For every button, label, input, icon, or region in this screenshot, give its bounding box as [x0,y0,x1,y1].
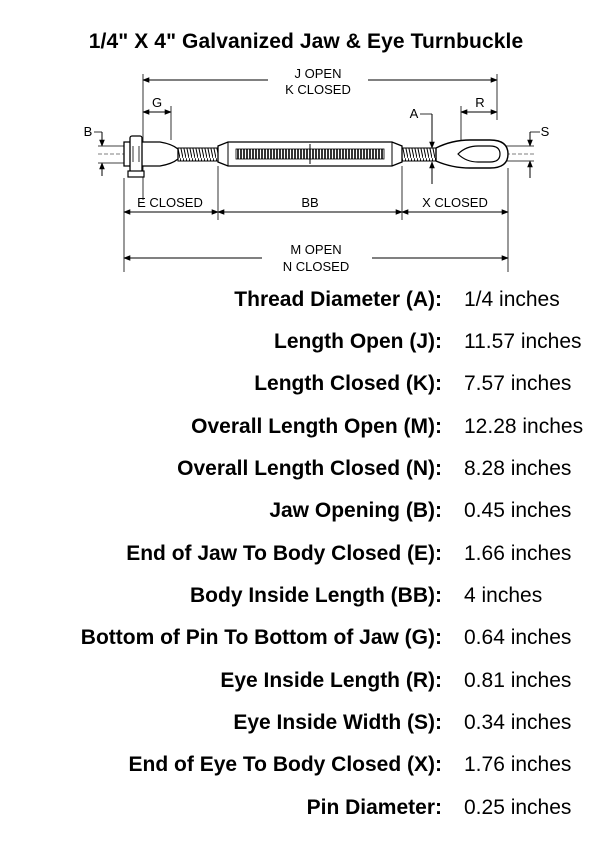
spec-label: Bottom of Pin To Bottom of Jaw (G): [80,626,442,649]
b-label: B [83,124,93,139]
spec-row-length-closed [0,366,612,406]
spec-label: Eye Inside Width (S): [233,711,442,734]
spec-row-body-inside-length [0,578,612,618]
left-threaded-rod [178,148,218,161]
r-label: R [475,95,485,110]
a-dimension [410,106,432,184]
spec-label: End of Eye To Body Closed (X): [128,753,442,776]
turnbuckle-diagram [0,60,612,280]
turnbuckle-body [218,142,402,166]
e-closed-label: E CLOSED [137,195,203,210]
k-closed-label: K CLOSED [285,82,351,97]
eye-end [436,140,508,168]
m-n-dimension [124,240,508,274]
spec-label: Overall Length Closed (N): [177,457,442,480]
n-closed-label: N CLOSED [282,259,350,274]
m-open-label: M OPEN [290,242,342,257]
spec-row-overall-length-closed [0,451,612,491]
spec-label: End of Jaw To Body Closed (E): [126,542,442,565]
spec-row-thread-diameter [0,282,612,322]
spec-row-bottom-of-pin [0,620,612,660]
spec-value: 11.57 inches [464,330,582,353]
g-label: G [151,95,163,110]
spec-value: 1.76 inches [464,753,572,776]
spec-row-overall-length-open [0,409,612,449]
spec-label: Pin Diameter: [306,796,442,819]
jaw-end [124,136,178,177]
spec-row-eye-inside-length [0,663,612,703]
spec-label: Overall Length Open (M): [191,415,442,438]
spec-label: Eye Inside Length (R): [220,669,442,692]
spec-label: Jaw Opening (B): [269,499,442,522]
spec-value: 0.64 inches [464,626,572,649]
spec-row-end-of-jaw [0,536,612,576]
spec-value: 1.66 inches [464,542,572,565]
spec-label: Body Inside Length (BB): [190,584,442,607]
spec-value: 0.34 inches [464,711,572,734]
spec-value: 8.28 inches [464,457,572,480]
j-open-label: J OPEN [294,66,342,81]
g-dimension [143,95,171,140]
r-dimension [461,95,497,142]
spec-value: 0.81 inches [464,669,572,692]
spec-value: 1/4 inches [464,288,560,311]
spec-value: 0.25 inches [464,796,572,819]
s-label: S [540,124,550,139]
spec-label: Thread Diameter (A): [234,288,442,311]
spec-value: 7.57 inches [464,372,572,395]
spec-row-eye-inside-width [0,705,612,745]
j-k-dimension [143,66,497,200]
spec-value: 12.28 inches [464,415,584,438]
spec-row-end-of-eye [0,747,612,787]
spec-row-length-open [0,324,612,364]
s-dimension [506,124,550,178]
bb-label: BB [301,195,319,210]
b-dimension [84,124,126,176]
x-closed-label: X CLOSED [422,195,488,210]
spec-row-jaw-opening [0,493,612,533]
spec-value: 4 inches [464,584,543,607]
right-threaded-rod [402,148,436,161]
spec-label: Length Open (J): [274,330,442,353]
product-title: 1/4" X 4" Galvanized Jaw & Eye Turnbuckle [88,30,524,53]
spec-row-pin-diameter [0,790,612,830]
a-label: A [409,106,419,121]
spec-value: 0.45 inches [464,499,572,522]
spec-label: Length Closed (K): [254,372,442,395]
